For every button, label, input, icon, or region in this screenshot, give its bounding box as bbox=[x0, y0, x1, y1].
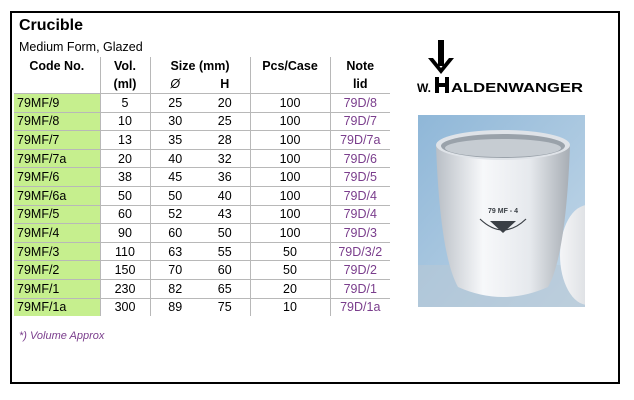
diameter-cell: 25 bbox=[150, 94, 200, 113]
table-row bbox=[14, 149, 390, 168]
code-cell: 79MF/3 bbox=[14, 242, 100, 261]
code-cell: 79MF/5 bbox=[14, 205, 100, 224]
pcs-cell: 50 bbox=[250, 242, 330, 261]
header-note: Note bbox=[330, 57, 390, 75]
diameter-cell: 70 bbox=[150, 261, 200, 280]
header-code-blank bbox=[14, 75, 100, 94]
note-cell: 79D/3/2 bbox=[330, 242, 390, 261]
note-cell: 79D/6 bbox=[330, 149, 390, 168]
catalog-panel bbox=[10, 11, 620, 384]
pcs-cell: 10 bbox=[250, 298, 330, 316]
header-size-height: H bbox=[220, 77, 230, 91]
product-title: Crucible bbox=[19, 17, 84, 34]
note-cell: 79D/1a bbox=[330, 298, 390, 316]
header-size: Size (mm) bbox=[150, 57, 250, 75]
header-code: Code No. bbox=[29, 59, 85, 73]
code-cell: 79MF/1 bbox=[14, 279, 100, 298]
spec-table-body bbox=[14, 94, 390, 317]
note-cell: 79D/7a bbox=[330, 131, 390, 150]
crucible-photo bbox=[418, 115, 585, 307]
volume-cell: 38 bbox=[100, 168, 150, 187]
code-cell: 79MF/7a bbox=[14, 149, 100, 168]
header-pcs-blank bbox=[250, 75, 330, 94]
diameter-cell: 82 bbox=[150, 279, 200, 298]
volume-cell: 300 bbox=[100, 298, 150, 316]
svg-text:ALDENWANGER: ALDENWANGER bbox=[451, 81, 583, 95]
volume-cell: 230 bbox=[100, 279, 150, 298]
diameter-cell: 52 bbox=[150, 205, 200, 224]
height-cell: 60 bbox=[200, 261, 250, 280]
diameter-cell: 40 bbox=[150, 149, 200, 168]
volume-cell: 90 bbox=[100, 224, 150, 243]
pcs-cell: 20 bbox=[250, 279, 330, 298]
volume-cell: 5 bbox=[100, 94, 150, 113]
table-row bbox=[14, 186, 390, 205]
code-cell: 79MF/4 bbox=[14, 224, 100, 243]
diameter-cell: 30 bbox=[150, 112, 200, 131]
table-row bbox=[14, 224, 390, 243]
header-note-sub: lid bbox=[330, 75, 390, 94]
crucible-stamp: 79 MF - 4 bbox=[488, 208, 518, 215]
note-cell: 79D/1 bbox=[330, 279, 390, 298]
table-row bbox=[14, 298, 390, 316]
pcs-cell: 100 bbox=[250, 131, 330, 150]
volume-cell: 13 bbox=[100, 131, 150, 150]
height-cell: 50 bbox=[200, 224, 250, 243]
height-cell: 43 bbox=[200, 205, 250, 224]
footnote: *) Volume Approx bbox=[19, 330, 105, 342]
diameter-cell: 63 bbox=[150, 242, 200, 261]
note-cell: 79D/3 bbox=[330, 224, 390, 243]
code-cell: 79MF/8 bbox=[14, 112, 100, 131]
spec-table bbox=[14, 57, 390, 316]
code-cell: 79MF/6a bbox=[14, 186, 100, 205]
pcs-cell: 100 bbox=[250, 94, 330, 113]
note-cell: 79D/5 bbox=[330, 168, 390, 187]
code-cell: 79MF/7 bbox=[14, 131, 100, 150]
header-vol: Vol. bbox=[100, 57, 150, 75]
note-cell: 79D/7 bbox=[330, 112, 390, 131]
code-cell: 79MF/2 bbox=[14, 261, 100, 280]
note-cell: 79D/2 bbox=[330, 261, 390, 280]
table-row bbox=[14, 242, 390, 261]
diameter-cell: 50 bbox=[150, 186, 200, 205]
pcs-cell: 50 bbox=[250, 261, 330, 280]
table-row bbox=[14, 94, 390, 113]
svg-text:W.: W. bbox=[417, 81, 431, 95]
pcs-cell: 100 bbox=[250, 168, 330, 187]
height-cell: 32 bbox=[200, 149, 250, 168]
volume-cell: 110 bbox=[100, 242, 150, 261]
height-cell: 36 bbox=[200, 168, 250, 187]
pcs-cell: 100 bbox=[250, 186, 330, 205]
height-cell: 75 bbox=[200, 298, 250, 316]
header-vol-unit: (ml) bbox=[100, 75, 150, 94]
code-cell: 79MF/9 bbox=[14, 94, 100, 113]
volume-cell: 150 bbox=[100, 261, 150, 280]
code-cell: 79MF/6 bbox=[14, 168, 100, 187]
note-cell: 79D/4 bbox=[330, 186, 390, 205]
header-pcs: Pcs/Case bbox=[250, 57, 330, 75]
diameter-cell: 60 bbox=[150, 224, 200, 243]
table-row bbox=[14, 168, 390, 187]
table-row bbox=[14, 112, 390, 131]
diameter-cell: 35 bbox=[150, 131, 200, 150]
diameter-cell: 45 bbox=[150, 168, 200, 187]
table-row bbox=[14, 261, 390, 280]
table-row bbox=[14, 131, 390, 150]
volume-cell: 10 bbox=[100, 112, 150, 131]
table-row bbox=[14, 279, 390, 298]
diameter-cell: 89 bbox=[150, 298, 200, 316]
volume-cell: 20 bbox=[100, 149, 150, 168]
volume-cell: 60 bbox=[100, 205, 150, 224]
height-cell: 40 bbox=[200, 186, 250, 205]
height-cell: 20 bbox=[200, 94, 250, 113]
pcs-cell: 100 bbox=[250, 224, 330, 243]
pcs-cell: 100 bbox=[250, 149, 330, 168]
code-cell: 79MF/1a bbox=[14, 298, 100, 316]
pcs-cell: 100 bbox=[250, 112, 330, 131]
note-cell: 79D/8 bbox=[330, 94, 390, 113]
product-subtitle: Medium Form, Glazed bbox=[19, 40, 143, 54]
height-cell: 28 bbox=[200, 131, 250, 150]
haldenwanger-logo bbox=[415, 38, 585, 98]
height-cell: 55 bbox=[200, 242, 250, 261]
note-cell: 79D/4 bbox=[330, 205, 390, 224]
volume-cell: 50 bbox=[100, 186, 150, 205]
pcs-cell: 100 bbox=[250, 205, 330, 224]
table-row bbox=[14, 205, 390, 224]
height-cell: 65 bbox=[200, 279, 250, 298]
header-size-diameter: Ø bbox=[150, 75, 200, 94]
height-cell: 25 bbox=[200, 112, 250, 131]
